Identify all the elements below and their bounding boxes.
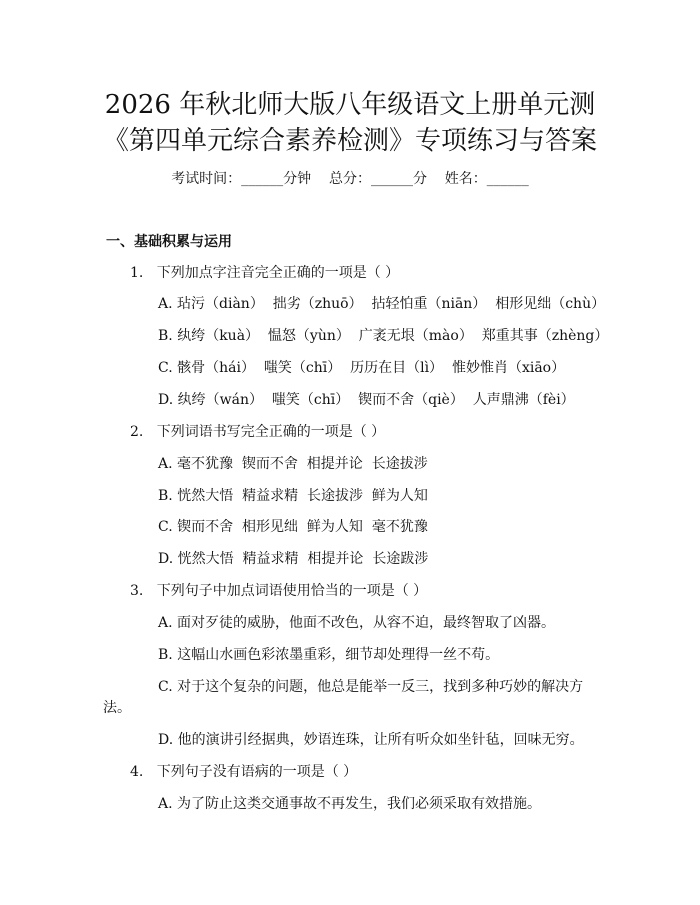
question-1-option-b: B. 纨绔（kuà） 愠怒（yùn） 广袤无垠（mào） 郑重其事（zhèng） — [158, 328, 609, 344]
question-2-option-b: B. 恍然大悟 精益求精 长途拔涉 鲜为人知 — [158, 488, 428, 504]
question-3-option-b: B. 这幅山水画色彩浓墨重彩，细节却处理得一丝不苟。 — [158, 647, 500, 663]
question-3-option-d: D. 他的演讲引经据典，妙语连珠，让所有听众如坐针毡，回味无穷。 — [158, 732, 584, 748]
question-2-option-d: D. 恍然大悟 精益求精 相提并论 长途跋涉 — [158, 551, 429, 567]
question-1-stem: 1. 下列加点字注音完全正确的一项是（ ） — [130, 265, 400, 281]
question-2-stem: 2. 下列词语书写完全正确的一项是（ ） — [130, 424, 386, 440]
question-3-option-c: C. 对于这个复杂的问题，他总是能举一反三，找到多种巧妙的解决方 — [158, 679, 584, 695]
question-3-option-c-wrap: 法。 — [103, 700, 131, 716]
section-heading: 一、基础积累与运用 — [106, 234, 232, 250]
question-3-option-a: A. 面对歹徒的威胁，他面不改色，从容不迫，最终智取了凶器。 — [158, 615, 556, 631]
question-3-stem: 3. 下列句子中加点词语使用恰当的一项是（ ） — [130, 583, 428, 599]
exam-meta: 考试时间：______分钟 总分：______分 姓名：______ — [171, 171, 529, 187]
question-2-option-a: A. 毫不犹豫 锲而不舍 相提并论 长途拔涉 — [158, 456, 428, 472]
question-4-option-a: A. 为了防止这类交通事故不再发生，我们必须采取有效措施。 — [158, 796, 542, 812]
title-line-2: 《第四单元综合素养检测》专项练习与答案 — [102, 126, 597, 156]
question-2-option-c: C. 锲而不舍 相形见绌 鲜为人知 毫不犹豫 — [158, 519, 428, 535]
question-1-option-c: C. 骸骨（hái） 嗤笑（chī） 历历在目（lì） 惟妙惟肖（xiāo） — [158, 360, 566, 376]
question-4-stem: 4. 下列句子没有语病的一项是（ ） — [130, 764, 358, 780]
question-1-option-d: D. 纨绔（wán） 嗤笑（chī） 锲而不舍（qiè） 人声鼎沸（fèi） — [158, 392, 575, 408]
question-1-option-a: A. 玷污（diàn） 拙劣（zhuō） 拈轻怕重（niān） 相形见绌（chù） — [158, 296, 606, 312]
title-line-1: 2026 年秋北师大版八年级语文上册单元测 — [104, 90, 596, 120]
